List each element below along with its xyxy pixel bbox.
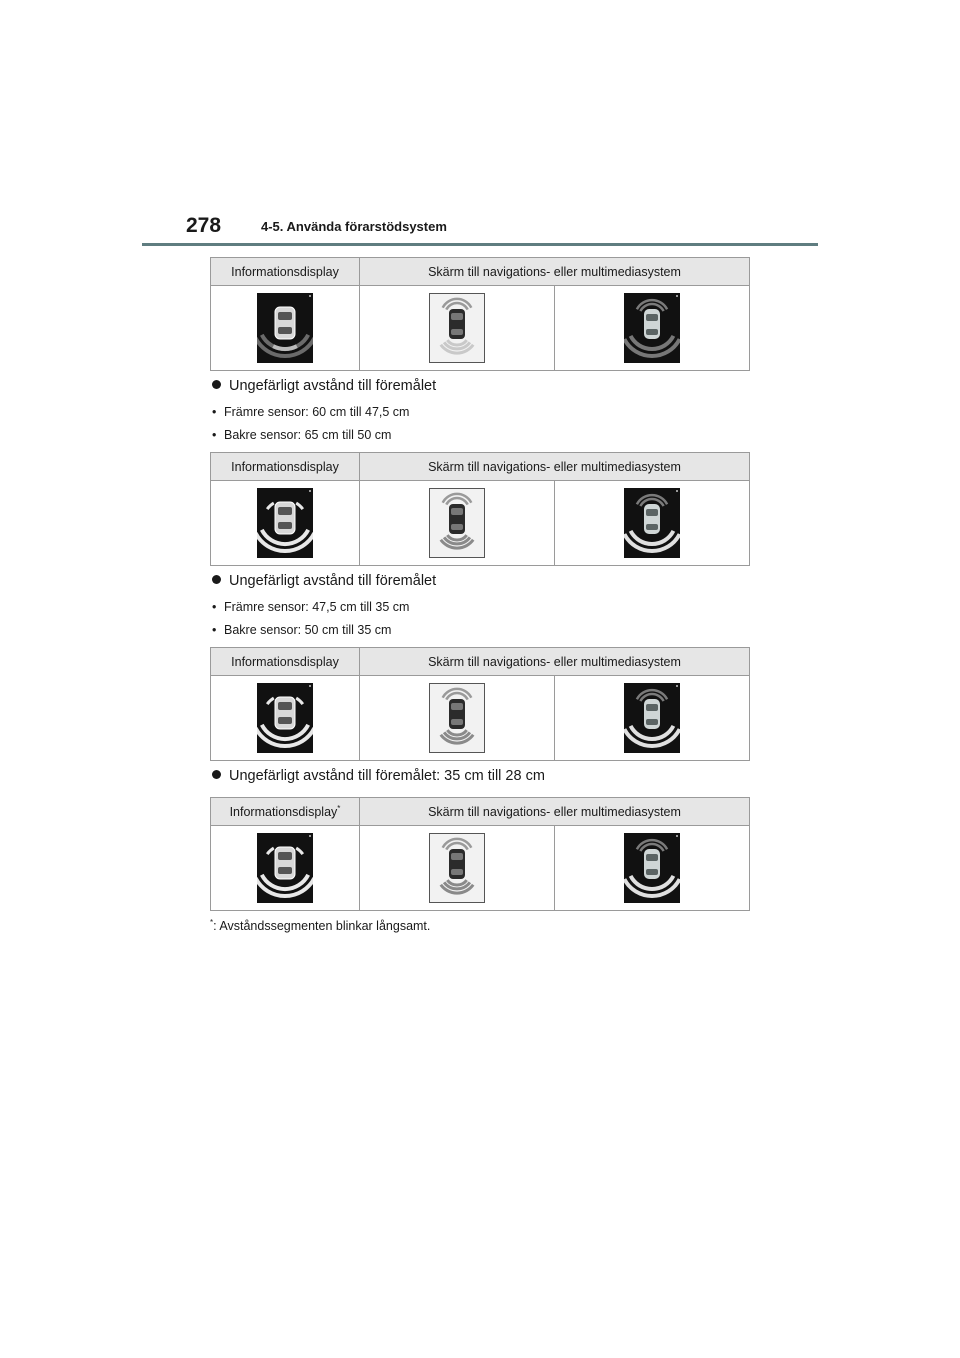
sub-item-rear-sensor-1: • Bakre sensor: 65 cm till 50 cm [212,428,392,442]
parking-sensor-display-icon [257,488,313,558]
cell-information-display [211,826,360,911]
cell-navigation-screen [360,481,555,566]
bullet-heading-distance-3: Ungefärligt avstånd till föremålet: 35 cm till 28 cm [212,768,545,784]
multimedia-screen-sensor-icon [624,293,680,363]
cell-information-display [211,481,360,566]
header-rule [142,243,818,246]
bullet-icon [212,575,221,584]
display-table-1 [210,257,750,371]
navigation-screen-sensor-icon [429,293,485,363]
display-table-3 [210,647,750,761]
cell-information-display [211,286,360,371]
cell-multimedia-screen [555,481,750,566]
parking-sensor-display-icon [257,683,313,753]
bullet-heading-distance-2: Ungefärligt avstånd till föremålet [212,573,436,589]
footnote-marker: * [337,803,341,813]
column-header-multimedia-screen: Skärm till navigations- eller multimediasystem [360,648,750,676]
column-header-multimedia-screen: Skärm till navigations- eller multimediasystem [360,258,750,286]
cell-information-display [211,676,360,761]
footnote-marker: * [210,918,214,927]
parking-sensor-display-icon [257,833,313,903]
parking-sensor-display-icon [257,293,313,363]
navigation-screen-sensor-icon [429,833,485,903]
multimedia-screen-sensor-icon [624,488,680,558]
display-table-4 [210,797,750,911]
column-header-information-display: Informationsdisplay* [211,798,360,826]
cell-multimedia-screen [555,826,750,911]
column-header-information-display: Informationsdisplay [211,453,360,481]
sub-item-front-sensor-2: • Främre sensor: 47,5 cm till 35 cm [212,600,410,614]
page-number: 278 [186,214,222,237]
navigation-screen-sensor-icon [429,488,485,558]
bullet-icon [212,380,221,389]
bullet-heading-distance-1: Ungefärligt avstånd till föremålet [212,378,436,394]
sub-item-rear-sensor-2: • Bakre sensor: 50 cm till 35 cm [212,623,392,637]
multimedia-screen-sensor-icon [624,683,680,753]
column-header-multimedia-screen: Skärm till navigations- eller multimediasystem [360,798,750,826]
sub-item-front-sensor-1: • Främre sensor: 60 cm till 47,5 cm [212,405,410,419]
multimedia-screen-sensor-icon [624,833,680,903]
navigation-screen-sensor-icon [429,683,485,753]
column-header-information-display: Informationsdisplay [211,648,360,676]
column-header-information-display: Informationsdisplay [211,258,360,286]
cell-multimedia-screen [555,286,750,371]
bullet-icon [212,770,221,779]
footnote: *: Avståndssegmenten blinkar långsamt. [210,918,431,934]
cell-multimedia-screen [555,676,750,761]
section-title: 4-5. Använda förarstödsystem [261,219,447,234]
cell-navigation-screen [360,676,555,761]
column-header-multimedia-screen: Skärm till navigations- eller multimediasystem [360,453,750,481]
cell-navigation-screen [360,826,555,911]
cell-navigation-screen [360,286,555,371]
display-table-2 [210,452,750,566]
